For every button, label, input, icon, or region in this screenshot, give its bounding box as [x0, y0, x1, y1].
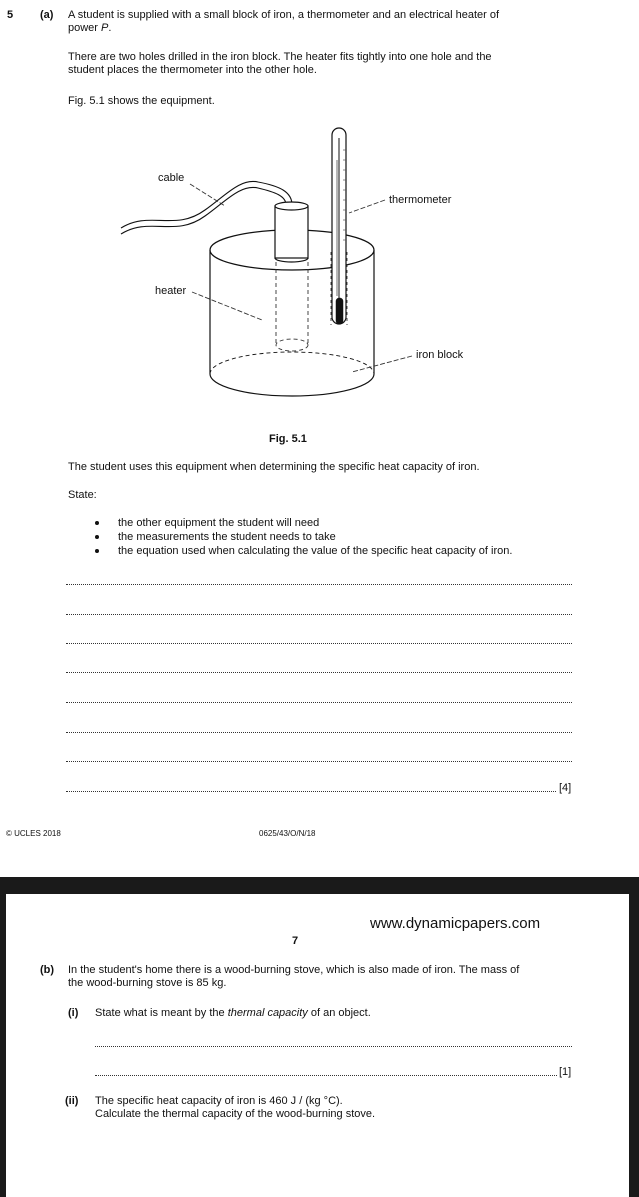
equipment-diagram	[0, 0, 639, 460]
uses-text: The student uses this equipment when determining the specific heat capacity of iron.	[68, 461, 480, 473]
answer-line[interactable]	[66, 791, 556, 792]
bullet-icon	[95, 535, 99, 539]
bullet-icon	[95, 521, 99, 525]
holes-line-1: There are two holes drilled in the iron block. The heater fits tightly into one hole and the	[68, 51, 492, 63]
page-divider	[0, 877, 639, 894]
sub-i-suffix: of an object.	[310, 1007, 371, 1019]
thermometer-shape	[332, 128, 346, 324]
answer-line[interactable]	[95, 1046, 572, 1047]
sub-ii-line-2: Calculate the thermal capacity of the wood-burning stove.	[95, 1108, 376, 1120]
page-gap	[0, 860, 639, 878]
page-border-left	[0, 877, 6, 1197]
answer-line[interactable]	[66, 672, 572, 673]
intro-line-1: A student is supplied with a small block of iron, a thermometer and an electrical heater of	[68, 9, 500, 21]
bullet-item-3: the equation used when calculating the value of the specific heat capacity of iron.	[118, 545, 513, 557]
answer-line[interactable]	[66, 702, 572, 703]
page-border-right	[629, 877, 639, 1197]
answer-line[interactable]	[66, 584, 572, 585]
intro-power-word: power	[68, 22, 98, 34]
heater-shape	[275, 202, 308, 262]
answer-line[interactable]	[66, 761, 572, 762]
intro-period: .	[108, 22, 112, 34]
bullet-item-1: the other equipment the student will need	[118, 517, 320, 529]
marks-a: [4]	[559, 782, 572, 794]
state-label: State:	[68, 489, 97, 501]
marks-i: [1]	[559, 1066, 572, 1078]
sub-ii-line-1: The specific heat capacity of iron is 460 J / (kg °C).	[95, 1095, 343, 1107]
fig-intro: Fig. 5.1 shows the equipment.	[68, 95, 215, 107]
answer-line[interactable]	[66, 732, 572, 733]
power-symbol: P	[101, 22, 109, 34]
part-b-label: (b)	[40, 964, 55, 976]
part-b-line-2: the wood-burning stove is 85 kg.	[68, 977, 227, 989]
sub-i-label: (i)	[68, 1007, 79, 1019]
part-b-line-1: In the student's home there is a wood-burning stove, which is also made of iron. The mass of	[68, 964, 520, 976]
figure-caption: Fig. 5.1	[269, 433, 307, 445]
label-iron-block: iron block	[416, 349, 464, 361]
part-a-label: (a)	[40, 9, 54, 21]
sub-i-prefix: State what is meant by the	[95, 1007, 225, 1019]
paper-code: 0625/43/O/N/18	[259, 829, 316, 838]
website-watermark: www.dynamicpapers.com	[370, 915, 541, 932]
page-number: 7	[292, 935, 299, 947]
label-heater: heater	[155, 285, 187, 297]
sub-ii-label: (ii)	[65, 1095, 79, 1107]
bullet-icon	[95, 549, 99, 553]
bullet-item-2: the measurements the student needs to take	[118, 531, 336, 543]
label-thermometer: thermometer	[389, 194, 452, 206]
label-cable: cable	[158, 172, 185, 184]
answer-line[interactable]	[66, 643, 572, 644]
copyright: © UCLES 2018	[6, 829, 61, 838]
answer-line[interactable]	[66, 614, 572, 615]
question-number: 5	[7, 9, 14, 21]
cable-shape	[121, 181, 292, 234]
sub-i-text	[95, 1007, 371, 1020]
holes-line-2: student places the thermometer into the other hole.	[68, 64, 317, 76]
answer-line[interactable]	[95, 1075, 557, 1076]
sub-i-term: thermal capacity	[227, 1007, 308, 1019]
